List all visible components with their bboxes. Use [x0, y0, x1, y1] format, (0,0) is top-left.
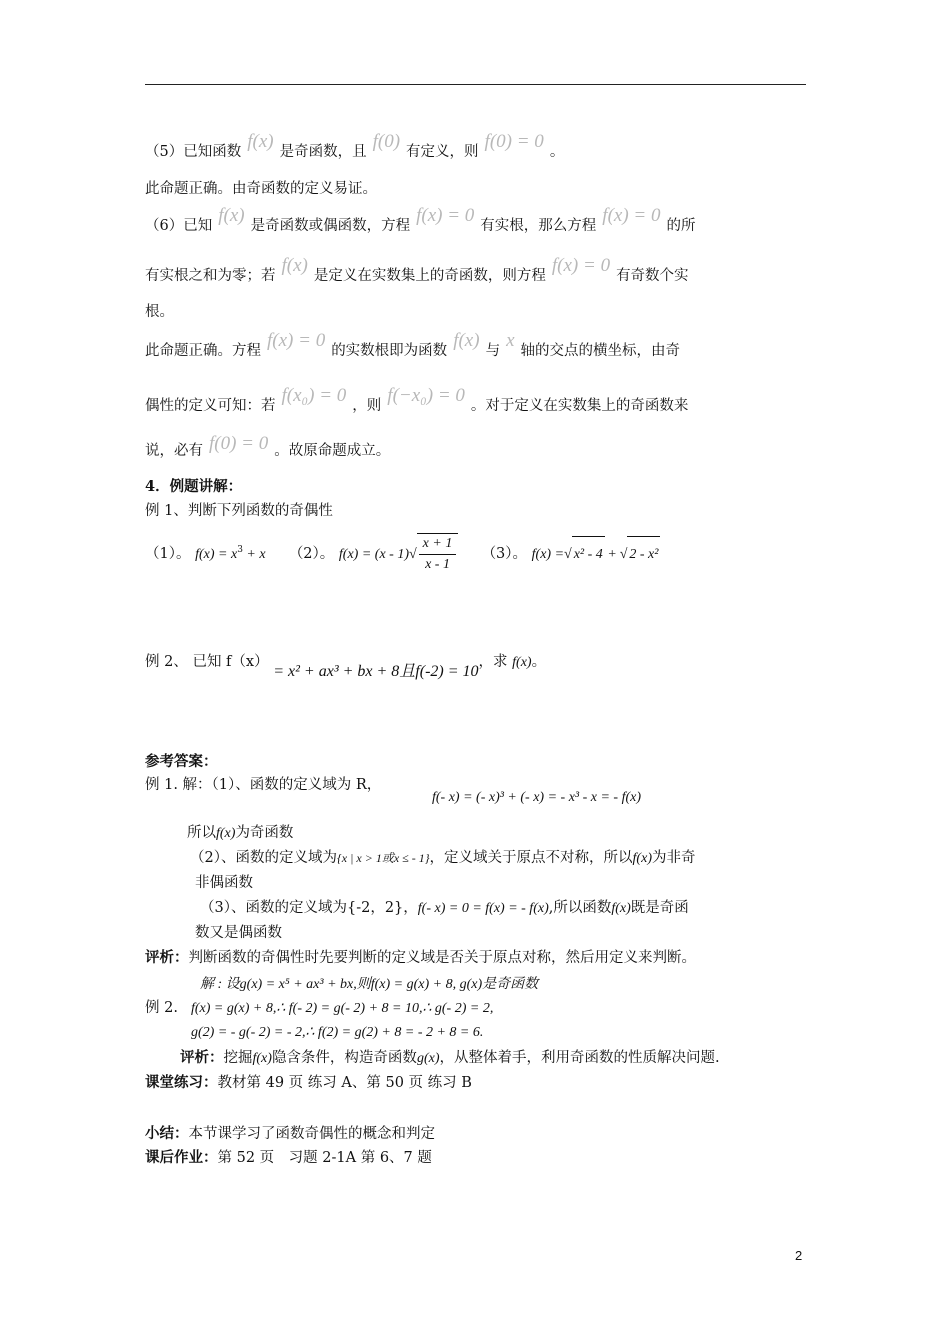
text: ，求 — [478, 654, 508, 670]
item-6-note-line-1 — [145, 330, 680, 361]
text: 。 — [549, 144, 565, 160]
text: 有实根，那么方程 — [480, 218, 597, 234]
answer-2-line-1 — [200, 974, 538, 995]
review-1 — [145, 948, 696, 968]
formula: f(x) — [252, 1051, 272, 1066]
item-6-line-3: 根。 — [145, 304, 174, 320]
formula-image: x — [506, 330, 515, 351]
review-2 — [180, 1048, 720, 1069]
classwork — [145, 1073, 472, 1093]
text: 是奇函数，且 — [279, 144, 367, 160]
formula-image: f(x₀) = 0 — [281, 385, 347, 406]
formula: + x — [242, 546, 266, 562]
text: 既是奇函 — [630, 900, 689, 916]
example-1-items: （1）。 $f(x) = x^3 + x$ （2）。 f(x) = (x - 1)√ $\frac{x + 1}{x - 1}$ （3）。 f(x) =√ x² - 4 + √ 2 - x² — [145, 532, 660, 575]
formula: f(x) = g(x) + 8,∴ f(- 2) = g(- 2) + 8 = 10,∴ g(- 2) = 2, — [191, 1001, 494, 1016]
item-6-note-line-3 — [145, 433, 391, 461]
formula: f(x) — [611, 901, 631, 916]
text: 隐含条件，构造奇函数 — [271, 1050, 417, 1066]
formula-image: f(0) = 0 — [209, 433, 269, 454]
formula-image: f(x) — [453, 330, 480, 351]
formula: x² - 4 — [572, 536, 605, 573]
example-1-title: 例 1、判断下列函数的奇偶性 — [145, 503, 333, 519]
answer-1-line-3 — [190, 848, 695, 869]
text: （3）。 — [481, 545, 528, 562]
text: 所以 — [187, 825, 216, 841]
item-5-line — [145, 131, 565, 162]
answer-1-line-4: 非偶函数 — [195, 875, 253, 891]
formula: f(x) — [216, 826, 236, 841]
text: （2）。 — [288, 545, 335, 562]
text: （2）、函数的定义域为 — [190, 850, 337, 866]
formula-image: f(x) — [281, 255, 308, 276]
formula-image: f(x) = 0 — [551, 255, 611, 276]
formula-image: f(0) = 0 — [484, 131, 544, 152]
item-6-line-2 — [145, 255, 689, 286]
text: 。对于定义在实数集上的奇函数来 — [470, 398, 689, 414]
formula-image: f(0) — [372, 131, 401, 152]
item-5-note: 此命题正确。由奇函数的定义易证。 — [145, 181, 377, 197]
formula: + — [604, 546, 620, 562]
text: 有定义，则 — [406, 144, 479, 160]
text: （5）已知函数 — [145, 144, 242, 160]
text: 为非奇 — [651, 850, 696, 866]
text: ，从整体着手，利用奇函数的性质解决问题. — [439, 1050, 720, 1066]
answer-1-line-5 — [200, 898, 689, 919]
formula: f(x) = — [531, 546, 565, 562]
page-number: 2 — [795, 1248, 803, 1263]
text: 挖掘 — [223, 1050, 253, 1066]
formula: g(2) = - g(- 2) = - 2,∴ f(2) = g(2) + 8 = - 2 + 8 = 6. — [191, 1025, 484, 1040]
answer-2-line-3 — [191, 1022, 483, 1043]
example-2 — [145, 652, 547, 680]
text: 的实数根即为函数 — [331, 343, 448, 359]
homework — [145, 1148, 432, 1168]
text: 偶性的定义可知：若 — [145, 398, 276, 414]
formula-image: f(x) — [247, 131, 274, 152]
item-6-line-1 — [145, 205, 696, 236]
text: （3）、函数的定义域为{-2，2}， — [200, 900, 418, 916]
text: 是定义在实数集上的奇函数，则方程 — [313, 268, 546, 284]
text: 是奇函数或偶函数，方程 — [250, 218, 411, 234]
formula: f(- x) = 0 = f(x) = - f(x) — [417, 901, 549, 916]
answer-1-line-2 — [187, 823, 293, 844]
text: 轴的交点的横坐标，由奇 — [520, 343, 680, 359]
text: 有奇数个实 — [616, 268, 689, 284]
text: 第 52 页 习题 2-1A 第 6、7 题 — [217, 1150, 432, 1166]
text: 此命题正确。方程 — [145, 343, 261, 359]
text: 为奇函数 — [235, 825, 294, 841]
label: 小结： — [145, 1125, 189, 1142]
formula-image: f(x) = 0 — [416, 205, 475, 226]
summary — [145, 1124, 435, 1144]
section-4-title: 4．例题讲解： — [145, 478, 243, 495]
answers-title: 参考答案： — [145, 753, 218, 770]
answer-1-line-1: 例 1. 解：（1）、函数的定义域为 R， — [145, 777, 382, 793]
text: ，则 — [352, 398, 382, 414]
text: 说，必有 — [145, 443, 203, 459]
label: 课后作业： — [145, 1149, 218, 1166]
formula: f(x) — [512, 655, 532, 670]
formula: 解 : 设g(x) = x⁵ + ax³ + bx,则f(x) = g(x) + 8, g(x)是奇函数 — [200, 977, 539, 992]
text: 判断函数的奇偶性时先要判断的定义域是否关于原点对称，然后用定义来判断。 — [188, 950, 696, 966]
answer-2-line-2 — [191, 998, 493, 1019]
answer-1-line-6: 数又是偶函数 — [195, 925, 282, 941]
formula: g(x) — [416, 1051, 440, 1066]
formula: f(- x) = (- x)³ + (- x) = - x³ - x = - f(x) — [432, 790, 642, 805]
text: ，定义域关于原点不对称，所以 — [429, 850, 633, 866]
text: （6）已知 — [145, 218, 213, 234]
formula-image: f(x) = 0 — [267, 330, 326, 351]
formula: f(x) — [632, 851, 652, 866]
text: 。 — [531, 654, 547, 670]
text: 本节课学习了函数奇偶性的概念和判定 — [188, 1126, 435, 1142]
answer-1-formula — [432, 787, 641, 808]
text: 例 2、 已知 f（x） — [145, 654, 269, 670]
text: 有实根之和为零；若 — [145, 268, 276, 284]
text: 的所 — [666, 218, 696, 234]
text: 与 — [485, 343, 501, 359]
formula-image: f(x) — [218, 205, 245, 226]
text: 教材第 49 页 练习 A、第 50 页 练习 B — [217, 1075, 472, 1091]
text: 。故原命题成立。 — [274, 443, 391, 459]
denominator: x - 1 — [425, 556, 450, 572]
formula: = x² + ax³ + bx + 8且f(-2) = 10 — [273, 663, 479, 680]
formula-image: f(−x₀) = 0 — [387, 385, 465, 406]
text: ,所以函数 — [548, 900, 612, 916]
answer-2-label: 例 2. — [145, 1000, 178, 1016]
formula: 2 - x² — [627, 536, 660, 573]
header-rule — [145, 84, 806, 85]
formula-image: f(x) = 0 — [602, 205, 661, 226]
fraction — [417, 533, 459, 575]
formula: f(x) = x — [195, 546, 238, 562]
formula: f(x) = (x - 1) — [338, 546, 409, 562]
formula: {x | x > 1或x ≤ - 1} — [336, 851, 430, 865]
text: （1）。 — [145, 545, 191, 562]
item-6-note-line-2 — [145, 385, 689, 416]
label: 评析： — [145, 949, 189, 966]
numerator: x + 1 — [419, 534, 457, 555]
label: 评析： — [180, 1049, 224, 1066]
label: 课堂练习： — [145, 1074, 218, 1091]
